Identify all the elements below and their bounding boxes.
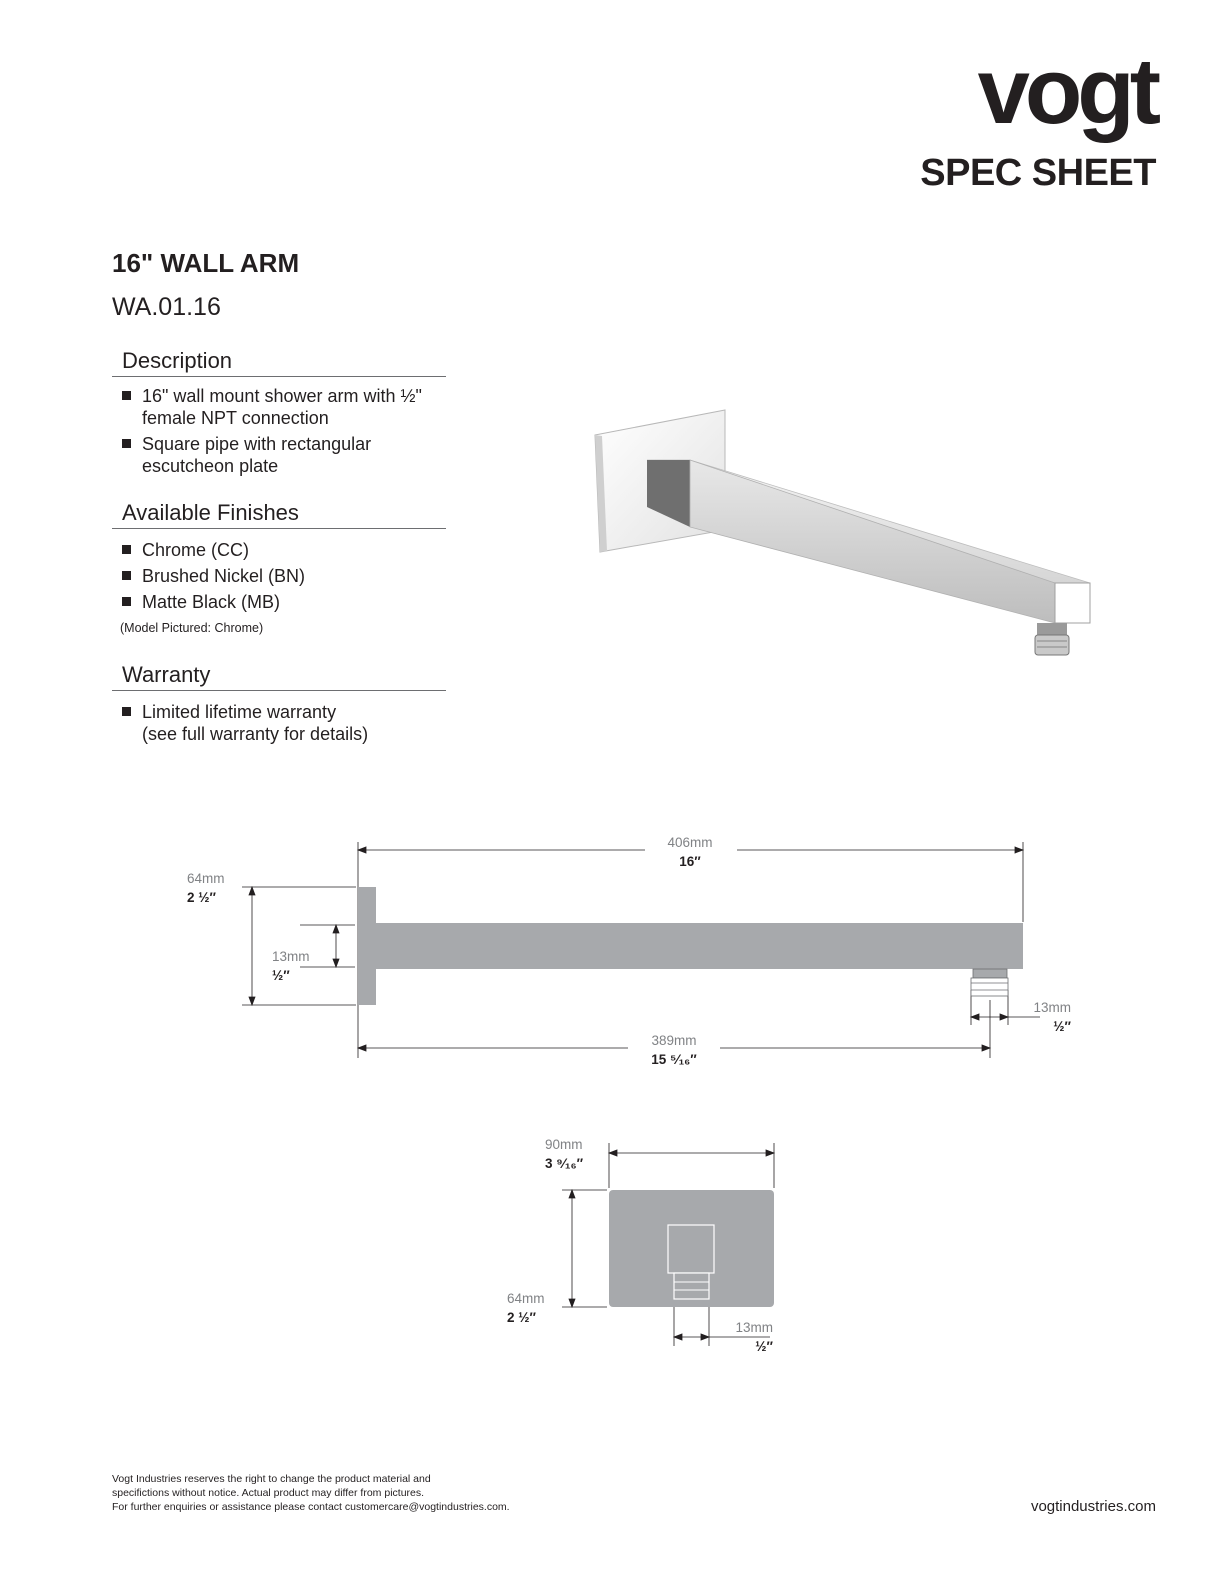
dim-outlet-distance-in: 15 ⁵⁄₁₆″: [651, 1052, 697, 1067]
footer-disclaimer: Vogt Industries reserves the right to change the product material and specifictions without notice. Actual product may differ from pictures. For further enquiries or assistance please contact customercare@vogtindustries.com.: [112, 1473, 510, 1513]
list-item: Chrome (CC): [120, 539, 460, 561]
arm-pipe-front: [668, 1225, 714, 1273]
arm-pipe-side: [376, 923, 1023, 969]
dim-front-plate-height-mm: 64mm: [507, 1291, 545, 1306]
dim-front-plate-width-in: 3 ⁹⁄₁₆″: [545, 1156, 584, 1171]
dim-outlet-width-mm: 13mm: [1033, 1000, 1071, 1015]
dim-front-outlet-in: ½″: [755, 1339, 773, 1354]
outlet-front: [674, 1273, 709, 1299]
dim-front-plate-height-in: 2 ½″: [507, 1310, 536, 1325]
product-title: 16" WALL ARM: [112, 248, 300, 278]
dim-plate-height-mm: 64mm: [187, 871, 225, 886]
vogt-logo: vogt: [977, 38, 1156, 143]
spec-sheet-title: SPEC SHEET: [920, 152, 1156, 194]
dim-pipe-height-in: ½″: [272, 968, 290, 983]
list-item: 16" wall mount shower arm with ½" female NPT connection: [120, 385, 460, 429]
dim-outlet-width-in: ½″: [1053, 1019, 1071, 1034]
escutcheon-plate-side: [358, 887, 376, 1005]
warranty-heading: Warranty: [112, 662, 446, 691]
dim-pipe-height-mm: 13mm: [272, 949, 310, 964]
outlet-side: [971, 978, 1008, 996]
dim-outlet-distance-mm: 389mm: [651, 1033, 697, 1048]
list-item: Square pipe with rectangular escutcheon plate: [120, 433, 460, 477]
list-item: Matte Black (MB): [120, 591, 460, 613]
dim-front-plate-width-mm: 90mm: [545, 1137, 583, 1152]
dim-front-outlet-mm: 13mm: [735, 1320, 773, 1335]
product-code: WA.01.16: [112, 293, 221, 321]
dim-overall-length-in: 16″: [679, 854, 701, 869]
website-link[interactable]: vogtindustries.com: [1030, 1498, 1156, 1515]
dim-overall-length-mm: 406mm: [667, 835, 713, 850]
finishes-heading: Available Finishes: [112, 500, 446, 529]
dim-plate-height-in: 2 ½″: [187, 890, 216, 905]
list-item: Limited lifetime warranty (see full warranty for details): [120, 701, 460, 745]
model-pictured-note: (Model Pictured: Chrome): [120, 621, 264, 635]
description-heading: Description: [112, 348, 446, 377]
list-item: Brushed Nickel (BN): [120, 565, 460, 587]
